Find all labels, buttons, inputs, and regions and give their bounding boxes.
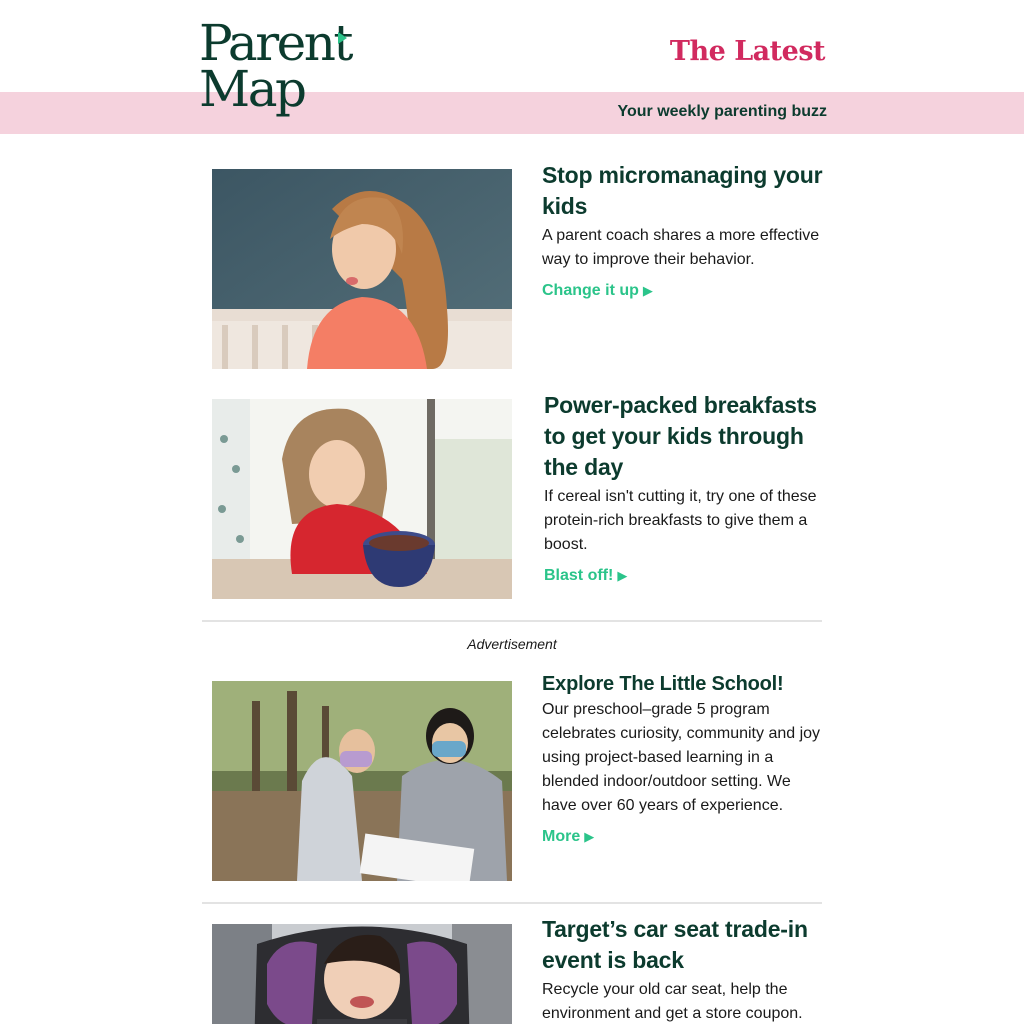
cta-label: Change it up: [542, 282, 639, 299]
article-text: [542, 914, 824, 1024]
parentmap-logo[interactable]: [199, 14, 359, 122]
logo-word-parent: Parent: [199, 14, 351, 72]
logo-play-icon: [338, 32, 347, 44]
section-divider: [202, 620, 822, 622]
article-card: [212, 390, 824, 610]
cta-label: Blast off!: [544, 567, 614, 584]
article-image[interactable]: [212, 399, 512, 599]
ad-description: Our preschool–grade 5 program celebrates curiosity, community and joy using project-based learning in a blended indoor/outdoor setting. We have over 60 years of experience.: [542, 701, 821, 814]
article-image[interactable]: [212, 924, 512, 1024]
article-title[interactable]: Power-packed breakfasts to get your kids through the day: [544, 392, 817, 480]
banner-text: Your weekly parenting buzz: [617, 103, 827, 120]
ad-image[interactable]: [212, 681, 512, 881]
article-cta-link[interactable]: [542, 282, 653, 300]
article-card: [212, 160, 824, 370]
play-arrow-icon: ▶: [584, 829, 595, 844]
ad-title[interactable]: Explore The Little School!: [542, 673, 784, 695]
play-arrow-icon: ▶: [617, 568, 628, 583]
article-text: [542, 160, 824, 300]
article-image[interactable]: [212, 169, 512, 369]
toddler-in-car-seat-photo: [212, 924, 512, 1024]
play-arrow-icon: ▶: [642, 283, 653, 298]
newsletter-title: The Latest: [669, 36, 825, 67]
ad-cta-link[interactable]: [542, 828, 594, 846]
newsletter-banner: [0, 92, 1024, 134]
ad-text: [542, 672, 824, 846]
children-outdoors-writing-photo: [212, 681, 512, 881]
advertisement-card: [212, 672, 824, 887]
article-description: If cereal isn't cutting it, try one of these protein-rich breakfasts to give them a boost.: [544, 488, 817, 553]
article-description: Recycle your old car seat, help the environment and get a store coupon.: [542, 981, 803, 1022]
article-card: [212, 914, 824, 1024]
article-text: [544, 390, 824, 585]
cta-label: More: [542, 828, 581, 845]
girl-with-cereal-bowl-photo: [212, 399, 512, 599]
girl-at-chalkboard-photo: [212, 169, 512, 369]
article-title[interactable]: Target’s car seat trade-in event is back: [542, 916, 808, 973]
article-description: A parent coach shares a more effective way to improve their behavior.: [542, 227, 820, 268]
article-title[interactable]: Stop micromanaging your kids: [542, 162, 823, 219]
advertisement-label: Advertisement: [467, 636, 557, 652]
logo-word-map: Map: [199, 60, 305, 118]
article-cta-link[interactable]: [544, 567, 627, 585]
section-divider: [202, 902, 822, 904]
